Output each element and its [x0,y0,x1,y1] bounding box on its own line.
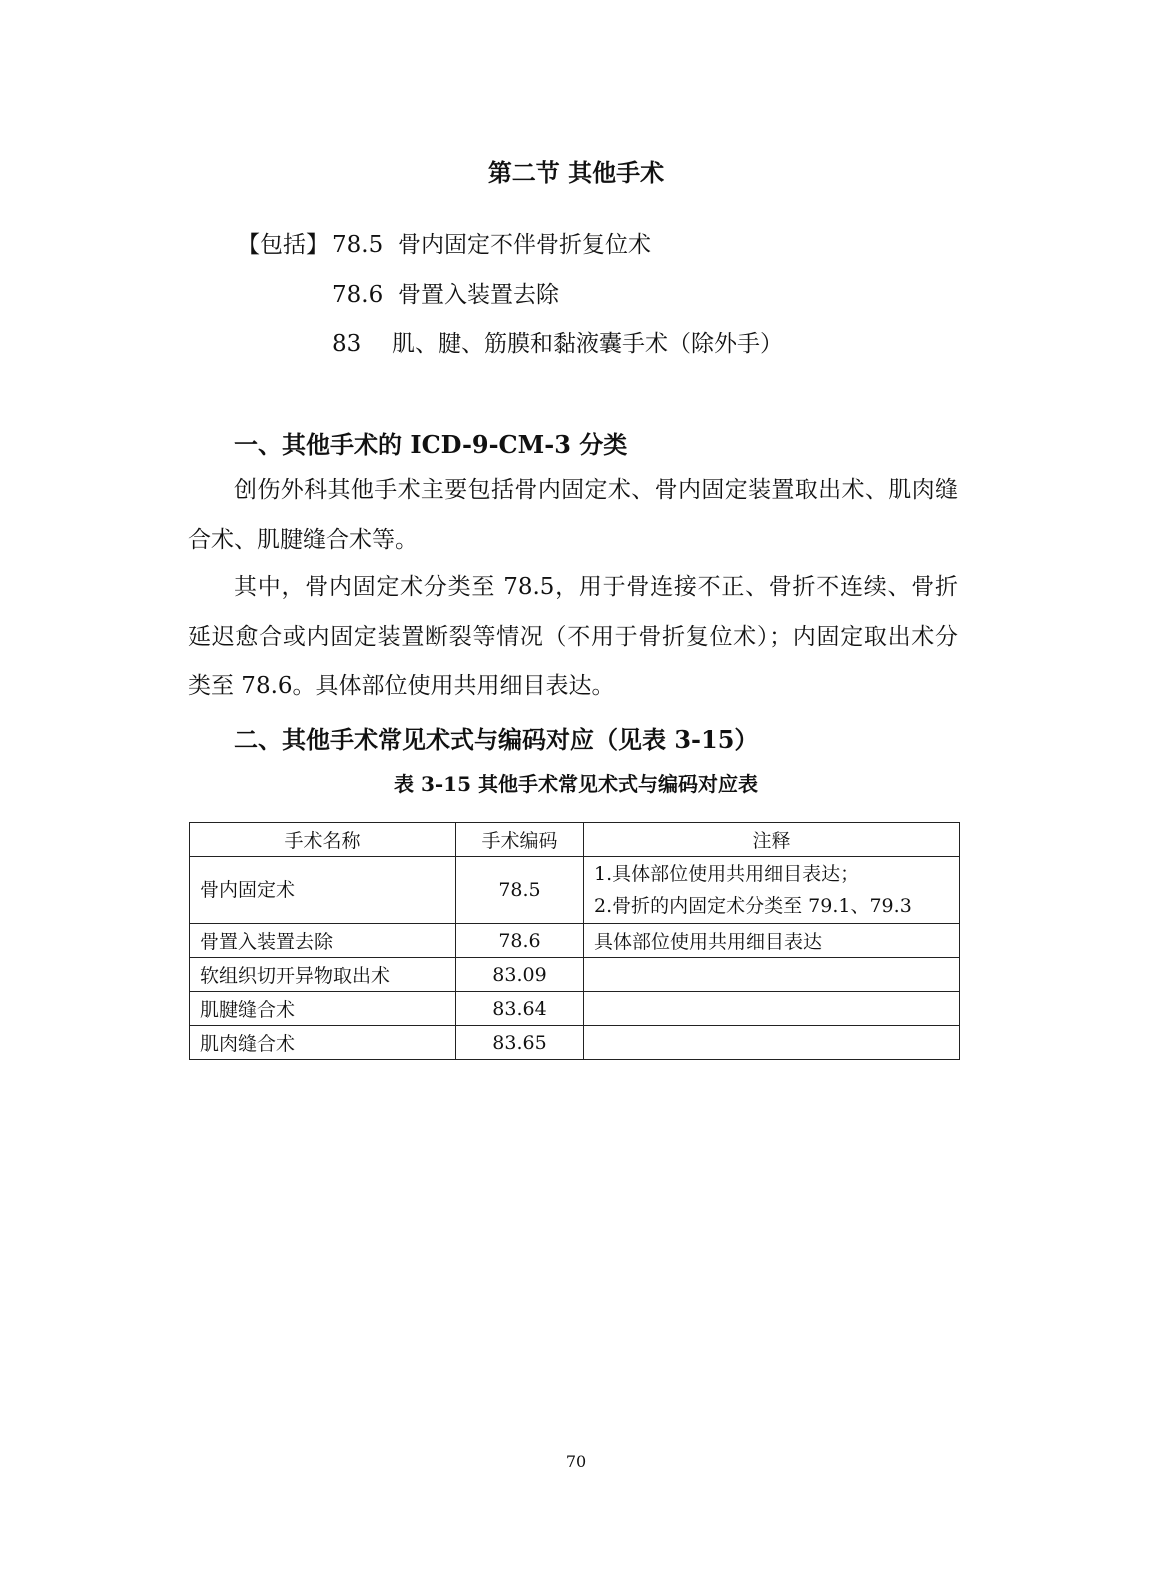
paragraph-1: 创伤外科其他手术主要包括骨内固定术、骨内固定装置取出术、肌肉缝合术、肌腱缝合术等。 [188,477,958,553]
name-cell: 肌肉缝合术 [190,1026,456,1060]
note-cell [584,1026,960,1060]
includes-label: 【包括】 [237,232,329,258]
code-cell: 78.5 [456,857,584,924]
note-line: 2.骨折的内固定术分类至 79.1、79.3 [594,895,912,917]
note-cell [584,958,960,992]
heading-1: 一、其他手术的 ICD-9-CM-3 分类 [234,430,628,459]
code-table [189,822,960,1060]
name-cell: 骨内固定术 [190,857,456,924]
includes-item-2 [332,280,559,310]
code-cell: 83.09 [456,958,584,992]
code-cell: 78.6 [456,924,584,958]
page-number: 70 [565,1452,587,1471]
table-row [190,924,960,958]
includes-row-1 [237,230,329,260]
table-row [190,857,960,924]
code-cell: 83.64 [456,992,584,1026]
table-row [190,992,960,1026]
includes-code: 78.5 [332,232,384,258]
paragraph-2: 其中，骨内固定术分类至 78.5，用于骨连接不正、骨折不连续、骨折延迟愈合或内固定装置断裂等情况（不用于骨折复位术）；内固定取出术分类至 78.6。具体部位使用共用细目表达。 [188,574,958,699]
code-cell: 83.65 [456,1026,584,1060]
name-cell: 软组织切开异物取出术 [190,958,456,992]
table-row [190,1026,960,1060]
includes-code: 78.6 [332,282,384,308]
name-cell: 骨置入装置去除 [190,924,456,958]
includes-name: 骨置入装置去除 [398,282,559,308]
header-cell: 手术编码 [456,823,584,857]
note-cell: 具体部位使用共用细目表达 [584,924,960,958]
section-title: 第二节 其他手术 [487,158,665,187]
includes-item-3 [332,329,783,359]
note-line: 1.具体部位使用共用细目表达； [594,863,860,885]
table-caption: 表 3-15 其他手术常见术式与编码对应表 [394,772,758,796]
note-cell [584,992,960,1026]
header-cell: 注释 [584,823,960,857]
includes-code: 83 [332,331,362,357]
includes-name: 骨内固定不伴骨折复位术 [398,232,651,258]
includes-name: 肌、腱、筋膜和黏液囊手术（除外手） [392,331,783,357]
note-cell [584,857,960,924]
header-cell: 手术名称 [190,823,456,857]
includes-item-1 [332,230,651,260]
name-cell: 肌腱缝合术 [190,992,456,1026]
heading-2: 二、其他手术常见术式与编码对应（见表 3-15） [234,725,759,754]
table-header-row [190,823,960,857]
table-row [190,958,960,992]
